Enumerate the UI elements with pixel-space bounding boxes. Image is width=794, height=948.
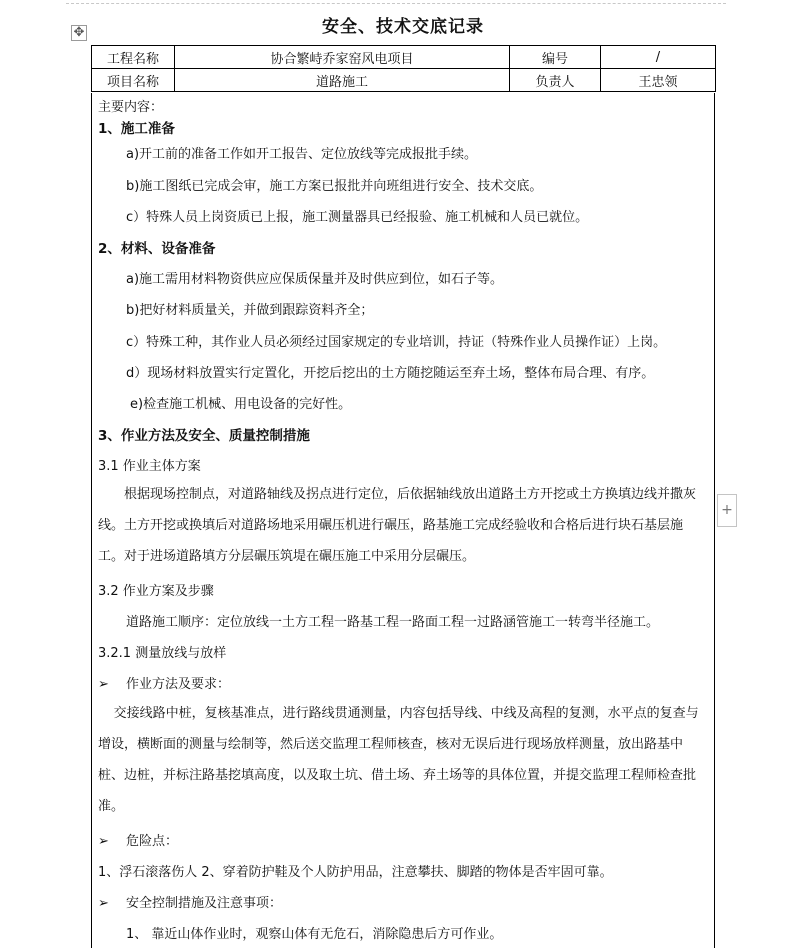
table-row bbox=[92, 69, 716, 92]
section-2-heading: 2、材料、设备准备 bbox=[98, 241, 216, 257]
item-name-value[interactable]: 道路施工 bbox=[175, 69, 510, 92]
bullet-method bbox=[98, 673, 230, 692]
hazards-text: 1、浮石滚落伤人 2、穿着防护鞋及个人防护用品，注意攀扶、脚踏的物体是否牢固可靠。 bbox=[98, 865, 613, 880]
s2-item-b: b)把好材料质量关，并做到跟踪资料齐全； bbox=[126, 303, 374, 318]
responsible-value[interactable]: 王忠领 bbox=[601, 69, 716, 92]
s1-item-b: b)施工图纸已完成会审，施工方案已报批并向班组进行安全、技术交底。 bbox=[126, 179, 543, 194]
intro-label: 主要内容： bbox=[98, 100, 164, 115]
bullet-hazards-label: 危险点： bbox=[126, 834, 179, 849]
paragraph-main-plan: 根据现场控制点，对道路轴线及拐点进行定位，后依据轴线放出道路土方开挖或土方换填边线并撒灰线。土方开挖或换填后对道路场地采用碾压机进行碾压，路基施工完成经验收和合格后进行块石基层施工。对于进场道路填方分层碾压筑堤在碾压施工中采用分层碾压。 bbox=[98, 487, 697, 564]
section-3-heading: 3、作业方法及安全、质量控制措施 bbox=[98, 428, 310, 444]
number-label: 编号 bbox=[510, 46, 601, 69]
table-move-handle-icon[interactable]: ✥ bbox=[71, 25, 87, 41]
paragraph-sequence: 道路施工顺序：定位放线一土方工程一路基工程一路面工程一过路涵管施工一转弯半径施工。 bbox=[126, 615, 660, 630]
number-value[interactable]: / bbox=[601, 46, 716, 69]
s2-item-e: e)检查施工机械、用电设备的完好性。 bbox=[130, 397, 352, 412]
safety-measure-1: 1、 靠近山体作业时，观察山体有无危石，消除隐患后方可作业。 bbox=[126, 927, 503, 942]
page-top-border bbox=[66, 3, 726, 4]
arrow-bullet-icon: ➢ bbox=[98, 677, 109, 692]
bullet-safety-measures bbox=[98, 892, 282, 911]
subsection-3-2-1: 3.2.1 测量放线与放样 bbox=[98, 646, 227, 661]
document-title: 安全、技术交底记录 bbox=[322, 17, 484, 37]
s2-item-c: c）特殊工种，其作业人员必须经过国家规定的专业培训，持证（特殊作业人员操作证）上岗。 bbox=[126, 335, 667, 350]
bullet-safety-label: 安全控制措施及注意事项： bbox=[126, 896, 283, 911]
paragraph-survey: 交接线路中桩，复核基准点，进行路线贯通测量，内容包括导线、中线及高程的复测，水平点的复查与增设，横断面的测量与绘制等，然后送交监理工程师核查，核对无误后进行现场放样测量，放出路基中桩、边桩，并标注路基挖填高度，以及取土坑、借土场、弃土场等的具体位置，并提交监理工程师检查批准。 bbox=[98, 706, 699, 814]
s2-item-d: d）现场材料放置实行定置化，开挖后挖出的土方随挖随运至弃土场，整体布局合理、有序。 bbox=[126, 366, 655, 381]
info-table bbox=[91, 45, 716, 92]
bullet-method-label: 作业方法及要求： bbox=[126, 677, 231, 692]
table-row bbox=[92, 46, 716, 69]
add-column-icon[interactable]: + bbox=[717, 494, 737, 527]
responsible-label: 负责人 bbox=[510, 69, 601, 92]
arrow-bullet-icon: ➢ bbox=[98, 896, 109, 911]
s1-item-a: a)开工前的准备工作如开工报告、定位放线等完成报批手续。 bbox=[126, 147, 478, 162]
section-1-heading: 1、施工准备 bbox=[98, 121, 175, 137]
subsection-3-1: 3.1 作业主体方案 bbox=[98, 459, 201, 474]
subsection-3-2: 3.2 作业方案及步骤 bbox=[98, 584, 214, 599]
project-name-value[interactable]: 协合繁峙乔家窑风电项目 bbox=[175, 46, 510, 69]
project-name-label: 工程名称 bbox=[92, 46, 175, 69]
content-cell[interactable] bbox=[91, 93, 715, 948]
s1-item-c: c）特殊人员上岗资质已上报，施工测量器具已经报验、施工机械和人员已就位。 bbox=[126, 210, 589, 225]
arrow-bullet-icon: ➢ bbox=[98, 834, 109, 849]
s2-item-a: a)施工需用材料物资供应应保质保量并及时供应到位，如石子等。 bbox=[126, 272, 504, 287]
item-name-label: 项目名称 bbox=[92, 69, 175, 92]
bullet-hazards bbox=[98, 830, 178, 849]
